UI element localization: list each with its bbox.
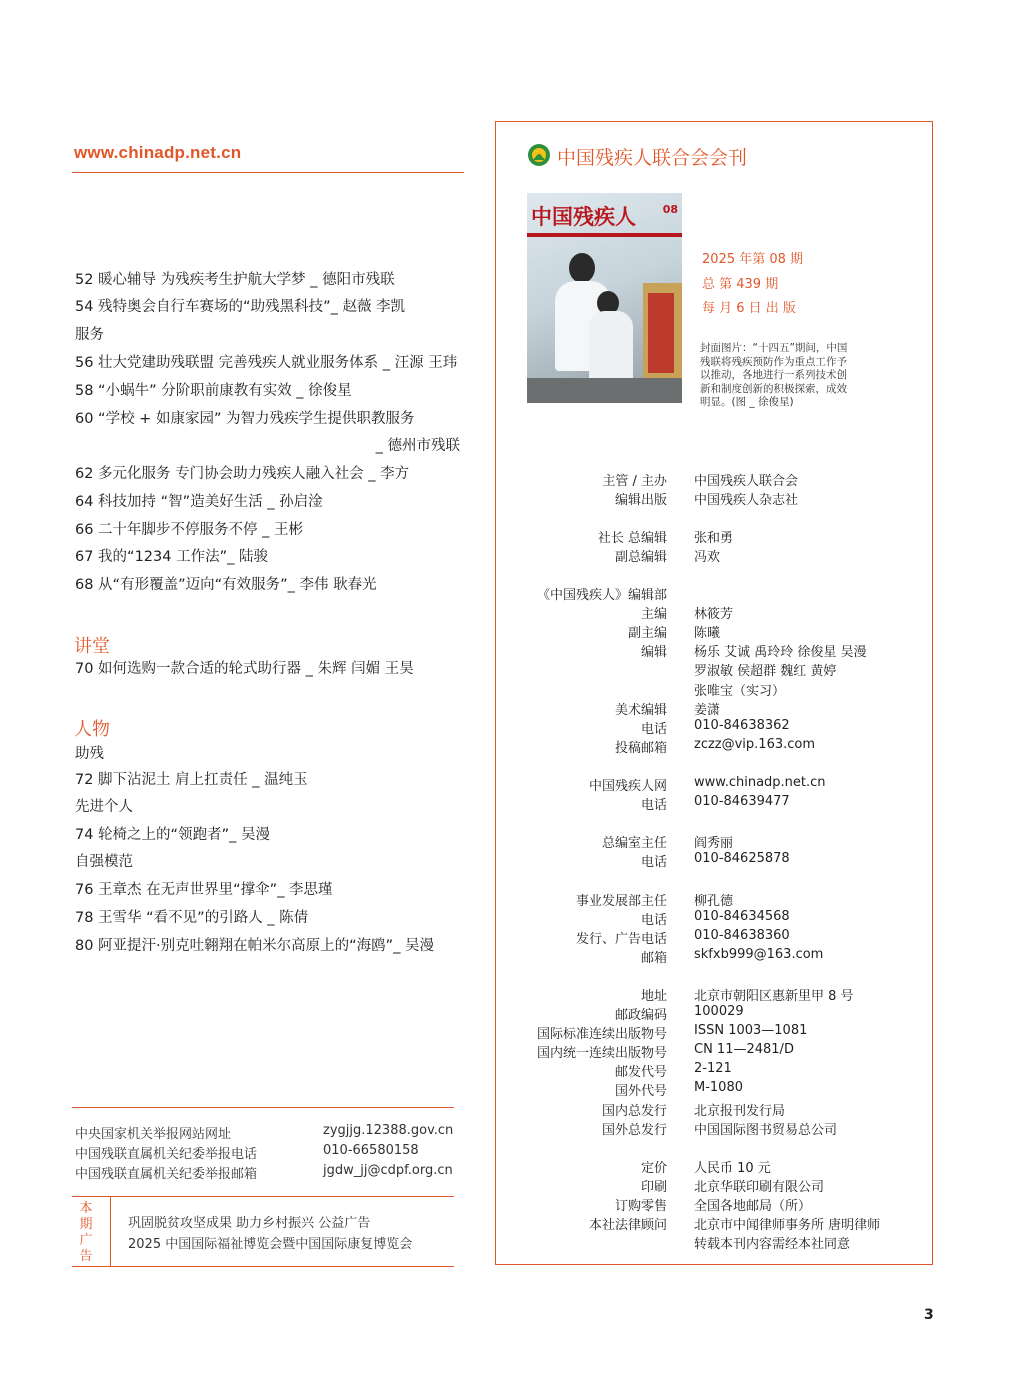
toc-item[interactable]: 76 王章杰 在无声世界里“撑伞”_ 李思瑾 <box>75 882 333 898</box>
cover-image <box>527 193 682 403</box>
info-value: 人民币 10 元 <box>694 1161 771 1176</box>
toc-item[interactable]: 80 阿亚提汗·别克吐翱翔在帕米尔高原上的“海鸥”_ 吴漫 <box>75 938 435 954</box>
info-value: 010-84625878 <box>694 851 790 866</box>
report-row <box>75 1163 455 1182</box>
info-label: 定价 <box>640 1161 667 1176</box>
report-row <box>75 1123 455 1142</box>
info-label: 印刷 <box>640 1180 667 1195</box>
website-url[interactable]: www.chinadp.net.cn <box>74 143 242 162</box>
report-row <box>75 1143 455 1162</box>
info-label: 邮政编码 <box>614 1008 667 1023</box>
info-value[interactable]: skfxb999@163.com <box>694 947 824 962</box>
divider <box>72 1266 454 1267</box>
divider <box>72 1196 454 1197</box>
toc-subsection: 助残 <box>75 746 104 762</box>
info-label: 副主编 <box>627 626 667 641</box>
info-value: 010-84638360 <box>694 928 790 943</box>
magazine-title: 中国残疾人联合会会刊 <box>557 147 748 169</box>
info-label: 本社法律顾问 <box>588 1218 667 1233</box>
info-value: 冯欢 <box>694 550 721 565</box>
info-label: 美术编辑 <box>614 703 667 718</box>
info-value: 北京报刊发行局 <box>694 1104 786 1119</box>
info-value: 100029 <box>694 1004 744 1019</box>
info-label: 国际标准连续出版物号 <box>536 1027 667 1042</box>
toc-item[interactable]: 62 多元化服务 专门协会助力残疾人融入社会 _ 李方 <box>75 466 410 482</box>
info-label: 国外代号 <box>614 1084 667 1099</box>
cover-table <box>527 378 682 403</box>
cover-figure-head <box>569 253 595 283</box>
info-label: 副总编辑 <box>614 550 667 565</box>
info-value: 全国各地邮局（所） <box>694 1199 812 1214</box>
info-label: 发行、广告电话 <box>575 932 667 947</box>
info-value: 北京华联印刷有限公司 <box>694 1180 825 1195</box>
info-value: 010-84639477 <box>694 794 790 809</box>
toc-item[interactable]: 56 壮大党建助残联盟 完善残疾人就业服务体系 _ 汪源 王玮 <box>75 355 458 371</box>
info-value: 柳孔德 <box>694 894 734 909</box>
info-label: 事业发展部主任 <box>575 894 667 909</box>
toc-item[interactable]: 72 脚下沾泥土 肩上扛责任 _ 温纯玉 <box>75 772 308 788</box>
info-value: 中国残疾人杂志社 <box>694 493 799 508</box>
issue-schedule: 每 月 6 日 出 版 <box>702 301 796 316</box>
info-value: 010-84638362 <box>694 718 790 733</box>
info-label: 国内总发行 <box>601 1104 667 1119</box>
info-value: 中国国际图书贸易总公司 <box>694 1123 838 1138</box>
cover-title: 中国残疾人 <box>531 204 636 229</box>
info-label: 投稿邮箱 <box>614 741 667 756</box>
info-label: 电话 <box>640 855 667 870</box>
info-label: 邮发代号 <box>614 1065 667 1080</box>
divider <box>72 1107 454 1108</box>
info-value: 林筱芳 <box>694 607 734 622</box>
issue-year: 2025 年第 08 期 <box>702 252 804 267</box>
info-value: 北京市中闻律师事务所 唐明律师 <box>694 1218 881 1233</box>
cover-caption: 封面图片：“十四五”期间，中国残联将残疾预防作为重点工作予以推动，各地进行一系列技术创新和制度创新的积极探索，成效明显。(图 _ 徐俊星) <box>700 342 848 408</box>
cover-figure-coat-2 <box>589 311 633 381</box>
toc-item[interactable]: 64 科技加持 “智”造美好生活 _ 孙启淦 <box>75 494 323 510</box>
ad-item: 巩固脱贫攻坚成果 助力乡村振兴 公益广告 <box>128 1216 371 1231</box>
info-label: 编辑 <box>640 645 667 660</box>
info-label: 国内统一连续出版物号 <box>536 1046 667 1061</box>
info-label: 主编 <box>640 607 667 622</box>
toc-item[interactable]: 78 王雪华 “看不见”的引路人 _ 陈倩 <box>75 910 309 926</box>
section-heading-lecture: 讲堂 <box>74 636 110 657</box>
info-label: 电话 <box>640 798 667 813</box>
toc-item[interactable]: 52 暖心辅导 为残疾考生护航大学梦 _ 德阳市残联 <box>75 272 395 288</box>
toc-item-continued: _ 德州市残联 <box>375 438 460 454</box>
info-value: M-1080 <box>694 1080 743 1095</box>
info-label: 《中国残疾人》编辑部 <box>536 588 667 603</box>
info-value: 张和勇 <box>694 531 734 546</box>
info-label: 社长 总编辑 <box>597 531 667 546</box>
report-label: 中国残联直属机关纪委举报邮箱 <box>75 1167 258 1182</box>
info-value: 张唯宝（实习） <box>694 684 786 699</box>
toc-subsection: 自强模范 <box>75 854 133 870</box>
info-value: 2-121 <box>694 1061 732 1076</box>
info-label: 地址 <box>640 989 667 1004</box>
divider <box>110 1197 111 1267</box>
info-value[interactable]: zczz@vip.163.com <box>694 737 816 752</box>
info-value[interactable]: www.chinadp.net.cn <box>694 775 826 790</box>
info-value: 陈曦 <box>694 626 721 641</box>
info-label: 订购零售 <box>614 1199 667 1214</box>
toc-subsection: 服务 <box>75 327 104 343</box>
info-label: 国外总发行 <box>601 1123 667 1138</box>
ad-item: 2025 中国国际福祉博览会暨中国国际康复博览会 <box>128 1237 413 1252</box>
info-value: 姜潇 <box>694 703 721 718</box>
report-label: 中国残联直属机关纪委举报电话 <box>75 1147 258 1162</box>
info-label: 电话 <box>640 913 667 928</box>
info-label: 中国残疾人网 <box>588 779 667 794</box>
toc-item[interactable]: 58 “小蜗牛” 分阶职前康教有实效 _ 徐俊星 <box>75 383 352 399</box>
info-value: ISSN 1003—1081 <box>694 1023 808 1038</box>
cdpf-logo-icon <box>527 143 551 167</box>
cover-plaque-text <box>648 293 674 373</box>
report-value[interactable]: zygjjg.12388.gov.cn <box>323 1123 454 1138</box>
toc-item[interactable]: 68 从“有形覆盖”迈向“有效服务”_ 李伟 耿春光 <box>75 577 377 593</box>
info-value: 杨乐 艾诚 禹玲玲 徐俊星 吴漫 <box>694 645 867 660</box>
info-value: 北京市朝阳区惠新里甲 8 号 <box>694 989 854 1004</box>
issue-total: 总 第 439 期 <box>702 277 779 292</box>
report-label: 中央国家机关举报网站网址 <box>75 1127 232 1142</box>
toc-item[interactable]: 74 轮椅之上的“领跑者”_ 吴漫 <box>75 827 270 843</box>
toc-item[interactable]: 67 我的“1234 工作法”_ 陆骏 <box>75 549 268 565</box>
divider <box>72 172 464 173</box>
info-label: 编辑出版 <box>614 493 667 508</box>
info-value: CN 11—2481/D <box>694 1042 794 1057</box>
info-value: 010-84634568 <box>694 909 790 924</box>
toc-item[interactable]: 66 二十年脚步不停服务不停 _ 王彬 <box>75 522 304 538</box>
info-label: 邮箱 <box>640 951 667 966</box>
info-label: 主管 / 主办 <box>602 474 667 489</box>
toc-item[interactable]: 54 残特奥会自行车赛场的“助残黑科技”_ 赵薇 李凯 <box>75 299 406 315</box>
info-label: 电话 <box>640 722 667 737</box>
report-value[interactable]: jgdw_jj@cdpf.org.cn <box>323 1163 453 1178</box>
cover-issue-number: 08 <box>662 203 678 216</box>
info-value: 中国残疾人联合会 <box>694 474 799 489</box>
cover-band <box>527 233 682 237</box>
info-value: 阎秀丽 <box>694 836 734 851</box>
page-number: 3 <box>924 1307 934 1323</box>
toc-item[interactable]: 60 “学校 + 如康家园” 为智力残疾学生提供职教服务 <box>75 411 415 427</box>
toc-subsection: 先进个人 <box>75 799 133 815</box>
ad-label: 本期广告 <box>79 1201 93 1264</box>
info-label: 总编室主任 <box>601 836 667 851</box>
info-value: 转载本刊内容需经本社同意 <box>694 1237 851 1252</box>
section-heading-people: 人物 <box>74 719 110 740</box>
info-value: 罗淑敏 侯超群 魏红 黄婷 <box>694 664 837 679</box>
report-value: 010-66580158 <box>323 1143 419 1158</box>
toc-item[interactable]: 70 如何选购一款合适的轮式助行器 _ 朱辉 闫媚 王昊 <box>75 661 414 677</box>
